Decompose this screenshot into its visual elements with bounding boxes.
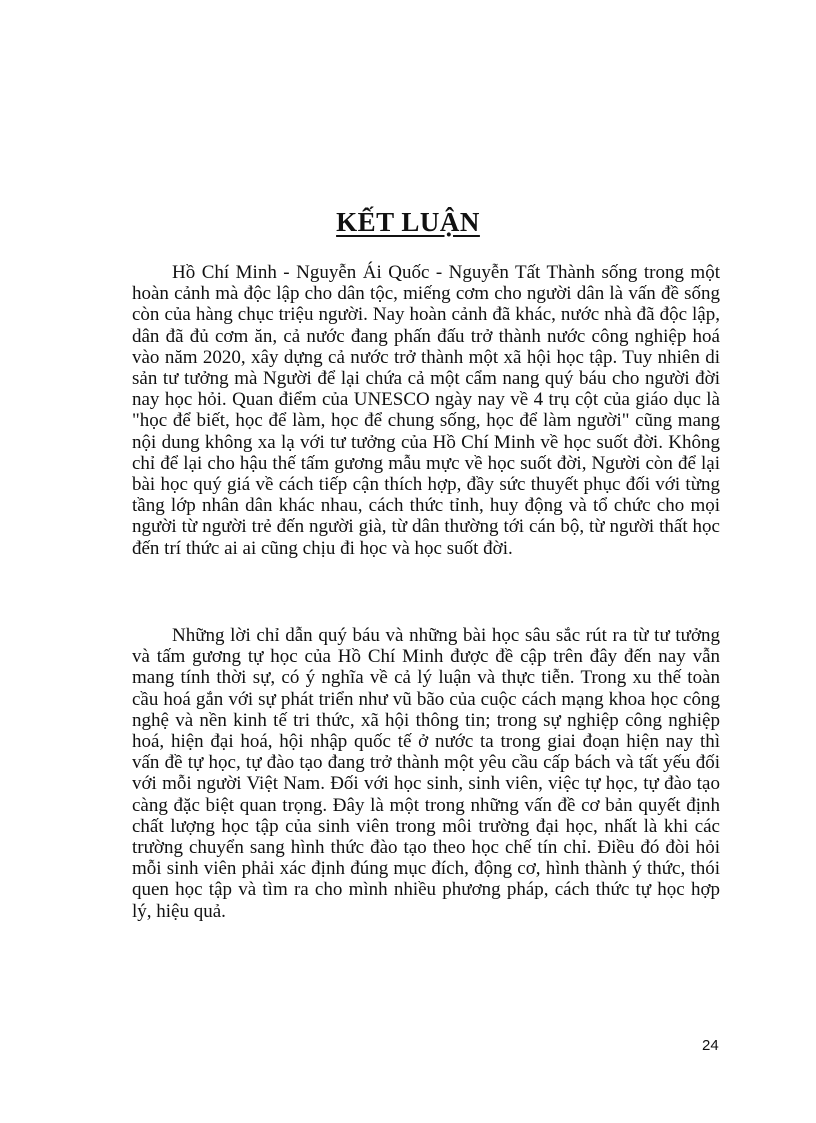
page-title: KẾT LUẬN <box>336 207 480 237</box>
paragraph-conclusion-2: Những lời chỉ dẫn quý báu và những bài học sâu sắc rút ra từ tư tưởng và tấm gương tự học của Hồ Chí Minh được đề cập trên đây đến nay vẫn mang tính thời sự, có ý nghĩa về cả lý luận và thực tiễn. Trong xu thế toàn cầu hoá gắn với sự phát triển như vũ bão của cuộc cách mạng khoa học công nghệ và nền kinh tế tri thức, xã hội thông tin; trong sự nghiệp công nghiệp hoá, hiện đại hoá, hội nhập quốc tế ở nước ta trong giai đoạn hiện nay thì vấn đề tự học, tự đào tạo đang trở thành một yêu cầu cấp bách và tất yếu đối với mỗi người Việt Nam. Đối với học sinh, sinh viên, việc tự học, tự đào tạo càng đặc biệt quan trọng. Đây là một trong những vấn đề cơ bản quyết định chất lượng học tập của sinh viên trong môi trường đại học, nhất là khi các trường chuyển sang hình thức đào tạo theo học chế tín chỉ. Điều đó đòi hỏi mỗi sinh viên phải xác định đúng mục đích, động cơ, hình thành ý thức, thói quen học tập và tìm ra cho mình nhiều phương pháp, cách thức tự học hợp lý, hiệu quả. <box>132 625 720 922</box>
page-number: 24 <box>702 1037 719 1054</box>
paragraph-conclusion-1: Hồ Chí Minh - Nguyễn Ái Quốc - Nguyễn Tất Thành sống trong một hoàn cảnh mà độc lập cho dân tộc, miếng cơm cho người dân là vấn đề sống còn của hàng chục triệu người. Nay hoàn cảnh đã khác, nước nhà đã độc lập, dân đã đủ cơm ăn, cả nước đang phấn đấu trở thành nước công nghiệp hoá vào năm 2020, xây dựng cả nước trở thành một xã hội học tập. Tuy nhiên di sản tư tưởng mà Người để lại chứa cả một cẩm nang quý báu cho người đời nay học hỏi. Quan điểm của UNESCO ngày nay về 4 trụ cột của giáo dục là "học để biết, học để làm, học để chung sống, học để làm người" cũng mang nội dung không xa lạ với tư tưởng của Hồ Chí Minh về học suốt đời. Không chỉ để lại cho hậu thế tấm gương mẫu mực về học suốt đời, Người còn để lại bài học quý giá về cách tiếp cận thích hợp, đầy sức thuyết phục đối với từng tầng lớp nhân dân khác nhau, cách thức tỉnh, huy động và tổ chức cho mọi người từ người trẻ đến người già, từ dân thường tới cán bộ, từ người thất học đến trí thức ai ai cũng chịu đi học và học suốt đời. <box>132 262 720 559</box>
